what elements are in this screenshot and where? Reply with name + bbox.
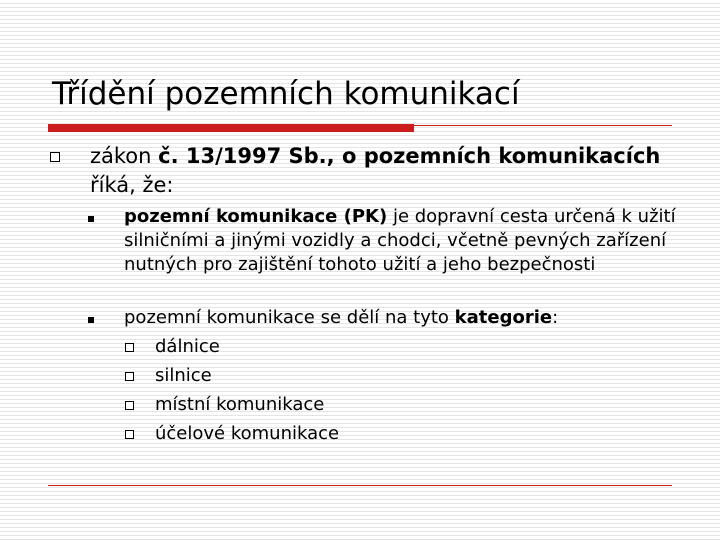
slide-title: Třídění pozemních komunikací: [52, 76, 520, 112]
hollow-square-bullet-icon: [125, 430, 134, 439]
law-prefix: zákon: [90, 144, 159, 168]
categories-intro: [124, 306, 684, 330]
categories-keyword: kategorie: [454, 307, 553, 328]
categories-intro-text: pozemní komunikace se dělí na tyto: [124, 307, 455, 328]
law-statement: [90, 142, 690, 200]
footer-rule: [48, 485, 672, 486]
definition-body: je dopravní cesta určená k užití silničními a jinými vozidly a chodci, včetně pevných zařízení nutných pro zajištění tohoto užití a jeho bezpečnosti: [124, 206, 676, 275]
category-item: místní komunikace: [155, 394, 325, 415]
definition-term: pozemní komunikace (PK): [124, 206, 388, 227]
law-citation: č. 13/1997 Sb., o pozemních komunikacích: [158, 144, 661, 168]
hollow-square-bullet-icon: [125, 372, 134, 381]
filled-square-bullet-icon: [88, 317, 94, 323]
law-suffix: říká, že:: [90, 173, 174, 197]
category-item: účelové komunikace: [155, 423, 340, 444]
definition-text: [124, 205, 684, 277]
filled-square-bullet-icon: [88, 216, 94, 222]
title-accent-bar: [48, 124, 414, 132]
category-item: silnice: [155, 365, 212, 386]
hollow-square-bullet-icon: [50, 152, 60, 162]
hollow-square-bullet-icon: [125, 343, 134, 352]
hollow-square-bullet-icon: [125, 401, 134, 410]
category-item: dálnice: [155, 336, 220, 357]
categories-intro-suffix: :: [552, 307, 559, 328]
